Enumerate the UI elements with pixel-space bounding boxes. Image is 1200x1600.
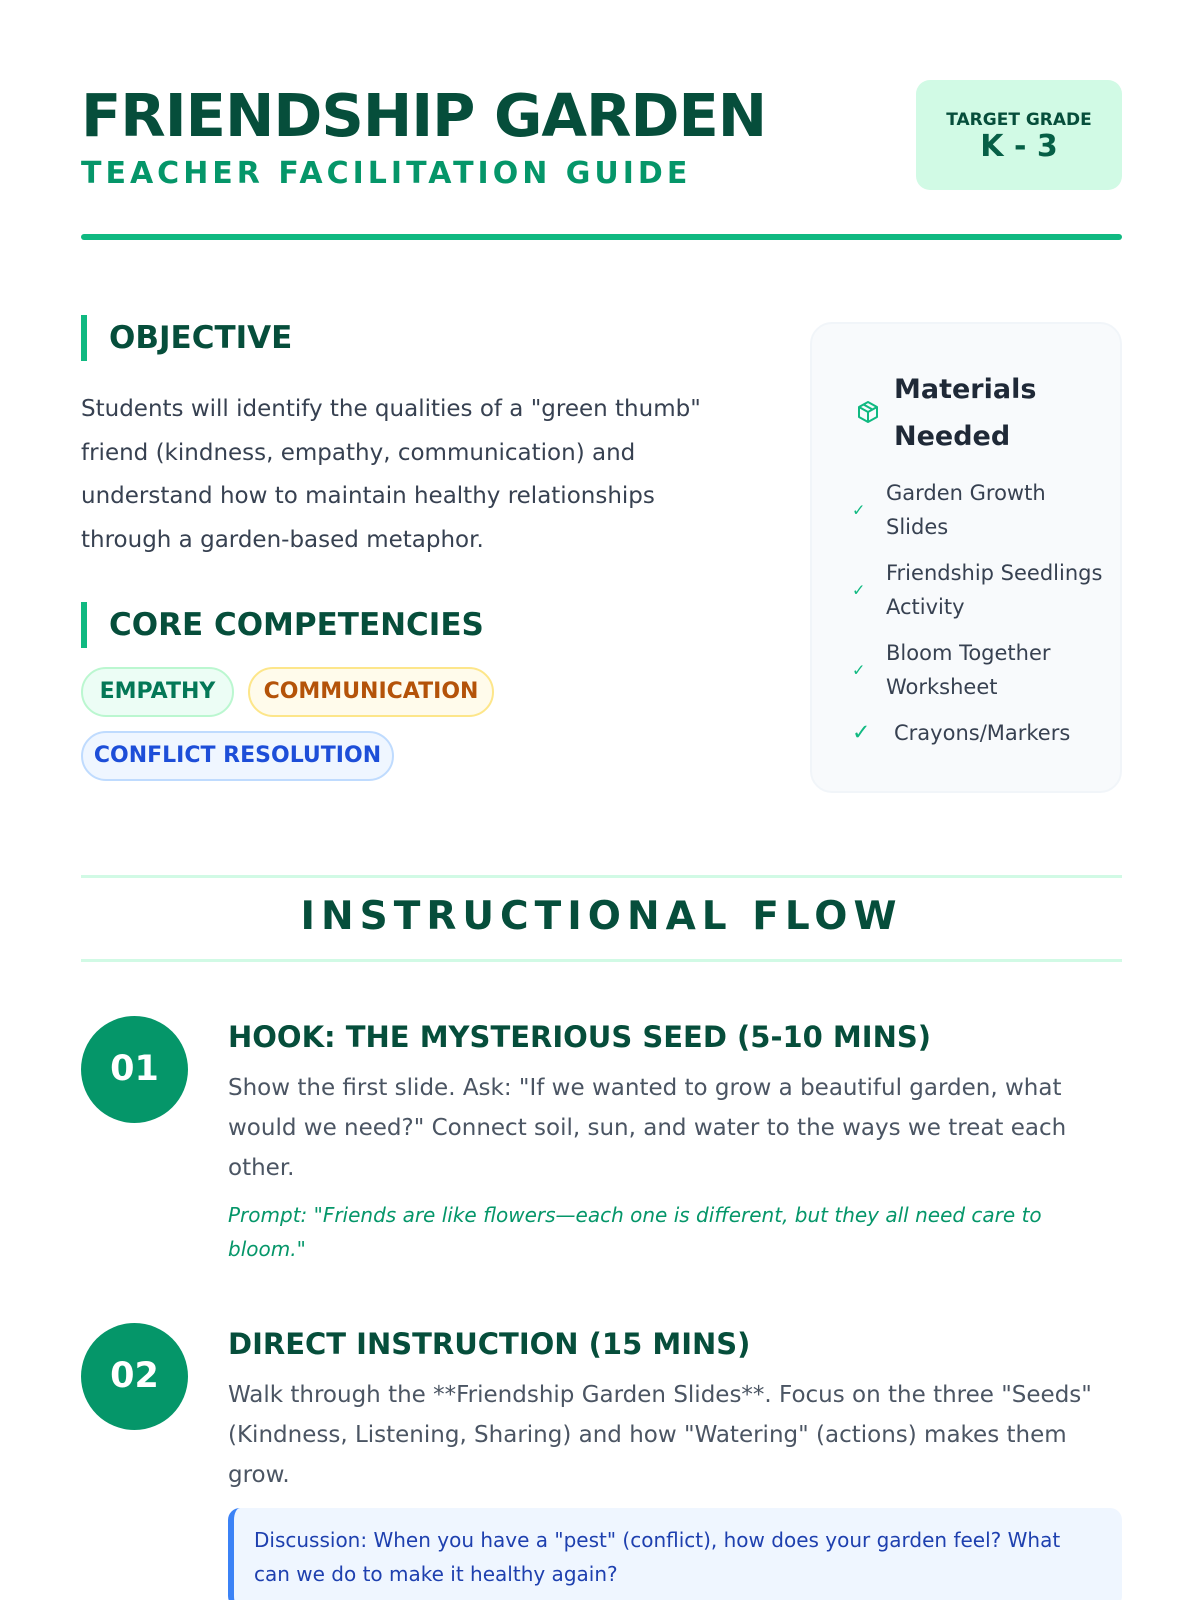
step-number-badge: 02 — [81, 1323, 188, 1430]
flow-divider-top — [81, 875, 1122, 878]
competencies-heading: CORE COMPETENCIES — [81, 602, 484, 648]
materials-item-label: Garden Growth Slides — [886, 481, 1046, 539]
check-icon: ✓ — [852, 720, 871, 746]
page-subtitle: TEACHER FACILITATION GUIDE — [81, 156, 692, 191]
step-body: Show the first slide. Ask: "If we wanted to grow a beautiful garden, what would we need?" Connect soil, sun, and water to the ways we treat each other. — [228, 1075, 1067, 1181]
materials-item-label: Crayons/Markers — [894, 721, 1071, 745]
step-title: HOOK: THE MYSTERIOUS SEED (5-10 MINS) — [228, 1020, 931, 1054]
tag-empathy: EMPATHY — [81, 667, 234, 717]
discussion-callout: Discussion: When you have a "pest" (conflict), how does your garden feel? What can we do to make it healthy again? — [228, 1508, 1122, 1600]
materials-item — [852, 636, 1112, 704]
tag-conflict-resolution: CONFLICT RESOLUTION — [81, 731, 394, 781]
page-title: FRIENDSHIP GARDEN — [81, 81, 767, 150]
package-icon — [856, 400, 880, 424]
step-body: Walk through the **Friendship Garden Slides**. Focus on the three "Seeds" (Kindness, Listening, Sharing) and how "Watering" (actions) makes them grow. — [228, 1382, 1092, 1488]
step-title: DIRECT INSTRUCTION (15 MINS) — [228, 1327, 751, 1361]
objective-text: Students will identify the qualities of a "green thumb" friend (kindness, empathy, communication) and understand how to maintain healthy relationships through a garden-based metaphor. — [81, 396, 701, 553]
materials-item — [852, 556, 1112, 624]
check-icon: ✓ — [852, 580, 866, 600]
flow-divider-bottom — [81, 959, 1122, 962]
step-number-badge: 01 — [81, 1016, 188, 1123]
grade-label: TARGET GRADE — [946, 110, 1092, 130]
materials-title: Materials Needed — [894, 374, 1037, 452]
header-divider — [81, 234, 1122, 240]
materials-card — [810, 322, 1122, 793]
materials-item — [852, 476, 1112, 544]
flow-heading: INSTRUCTIONAL FLOW — [300, 894, 903, 939]
page-header — [81, 80, 1122, 240]
materials-item-label: Bloom Together Worksheet — [886, 641, 1051, 699]
tag-communication: COMMUNICATION — [248, 667, 494, 717]
step-prompt: Prompt: "Friends are like flowers—each one is different, but they all need care to bloom." — [228, 1203, 1042, 1261]
materials-item — [852, 716, 1112, 750]
objective-heading: OBJECTIVE — [81, 315, 292, 361]
check-icon: ✓ — [852, 660, 866, 680]
grade-badge — [916, 80, 1122, 190]
check-icon: ✓ — [852, 500, 866, 520]
materials-item-label: Friendship Seedlings Activity — [886, 561, 1103, 619]
grade-value: K - 3 — [980, 129, 1058, 164]
